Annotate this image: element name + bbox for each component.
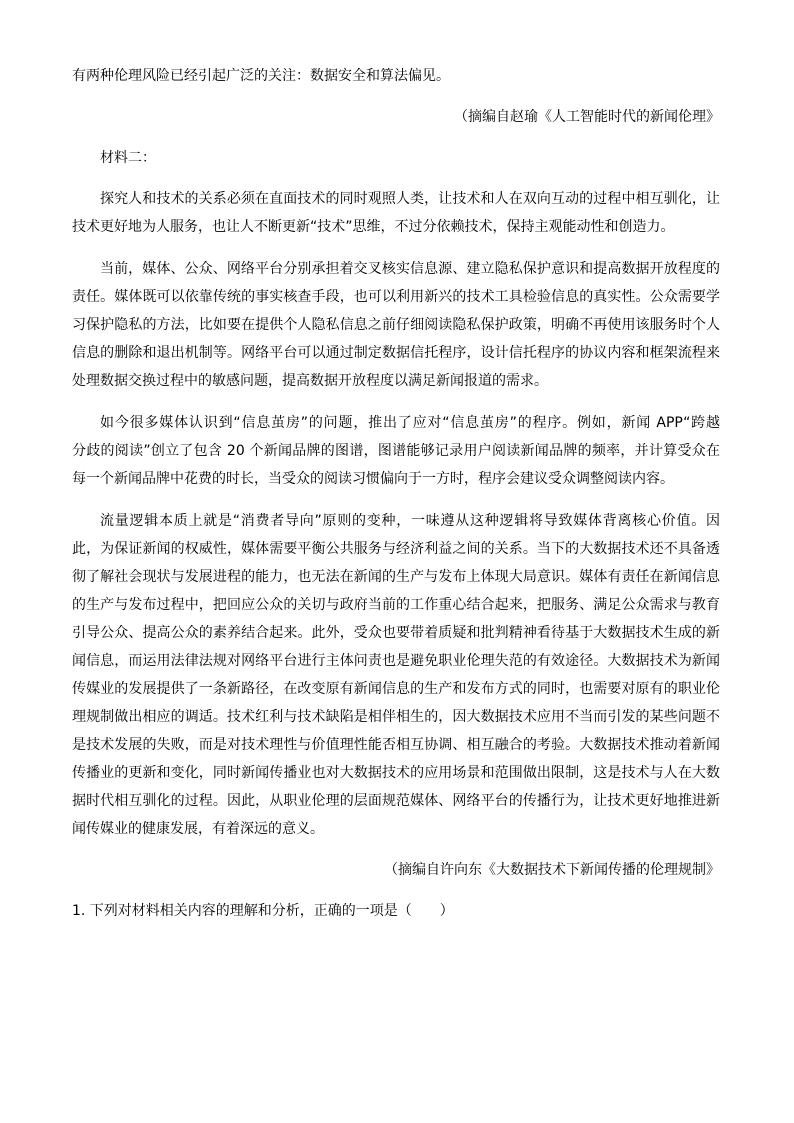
paragraph-line: 处理数据交换过程中的敏感问题，提高数据开放程度以满足新闻报道的需求。 (72, 373, 548, 389)
paragraph-line: 的生产与发布过程中，把回应公众的关切与政府当前的工作重心结合起来，把服务、满足公众需求与教育 (72, 597, 720, 613)
paragraph-line: 是技术发展的失败，而是对技术理性与价值理性能否相互协调、相互融合的考验。大数据技术推动着新闻 (72, 737, 720, 753)
paragraph-line: 习保护隐私的方法，比如要在提供个人隐私信息之前仔细阅读隐私保护政策，明确不再使用该服务时个人 (72, 317, 720, 333)
paragraph-line: 分歧的阅读”创立了包含 20 个新闻品牌的图谱，图谱能够记录用户阅读新闻品牌的频率，并计算受众在 (72, 443, 720, 459)
paragraph-line: 引导公众、提高公众的素养结合起来。此外，受众也要带着质疑和批判精神看待基于大数据技术生成的新 (72, 625, 720, 641)
paragraph-line: 闻传媒业的健康发展，有着深远的意义。 (72, 821, 324, 837)
paragraph-line: 如今很多媒体认识到“信息茧房”的问题，推出了应对“信息茧房”的程序。例如，新闻 APP“跨越 (100, 415, 720, 431)
paragraph-line: 理规制做出相应的调适。技术红利与技术缺陷是相伴相生的，因大数据技术应用不当而引发的某些问题不 (72, 709, 720, 725)
paragraph-line: 流量逻辑本质上就是“消费者导向”原则的变种，一味遵从这种逻辑将导致媒体背离核心价值。因 (100, 513, 720, 529)
paragraph-2 (72, 255, 720, 395)
paragraph-line: 此，为保证新闻的权威性，媒体需要平衡公共服务与经济利益之间的关系。当下的大数据技术还不具备透 (72, 541, 720, 557)
paragraph-line: 技术更好地为人服务，也让人不断更新“技术”思维，不过分依赖技术，保持主观能动性和创造力。 (72, 219, 675, 235)
source-citation-1: （摘编自赵瑜《人工智能时代的新闻伦理》 (454, 109, 720, 125)
paragraph-line: 每一个新闻品牌中花费的时长，当受众的阅读习惯偏向于一方时，程序会建议受众调整阅读内容。 (72, 471, 674, 487)
intro-line: 有两种伦理风险已经引起广泛的关注：数据安全和算法偏见。 (72, 68, 450, 84)
source-citation-2: （摘编自许向东《大数据技术下新闻传播的伦理规制》 (384, 862, 720, 878)
paragraph-line: 传媒业的发展提供了一条新路径，在改变原有新闻信息的生产和发布方式的同时，也需要对原有的职业伦 (72, 681, 720, 697)
paragraph-line: 信息的删除和退出机制等。网络平台可以通过制定数据信托程序，设计信托程序的协议内容和框架流程来 (72, 345, 720, 361)
paragraph-line: 据时代相互驯化的过程。因此，从职业伦理的层面规范媒体、网络平台的传播行为，让技术更好地推进新 (72, 793, 720, 809)
paragraph-line: 传播业的更新和变化，同时新闻传播业也对大数据技术的应用场景和范围做出限制，这是技术与人在大数 (72, 765, 720, 781)
paragraph-line: 探究人和技术的关系必须在直面技术的同时观照人类，让技术和人在双向互动的过程中相互驯化，让 (100, 191, 720, 207)
paragraph-4 (72, 507, 720, 843)
paragraph-3 (72, 409, 720, 493)
paragraph-1 (72, 185, 720, 241)
paragraph-line: 当前，媒体、公众、网络平台分别承担着交叉核实信息源、建立隐私保护意识和提高数据开放程度的 (100, 261, 720, 277)
paragraph-line: 彻了解社会现状与发展进程的能力，也无法在新闻的生产与发布上体现大局意识。媒体有责任在新闻信息 (72, 569, 720, 585)
paragraph-line: 闻信息，而运用法律法规对网络平台进行主体问责也是避免职业伦理失范的有效途径。大数据技术为新闻 (72, 653, 720, 669)
question-1: 1. 下列对材料相关内容的理解和分析，正确的一项是（ ） (72, 903, 454, 919)
section-heading: 材料二： (100, 150, 156, 166)
document-page (72, 62, 720, 925)
paragraph-line: 责任。媒体既可以依靠传统的事实核查手段，也可以利用新兴的技术工具检验信息的真实性。公众需要学 (72, 289, 720, 305)
